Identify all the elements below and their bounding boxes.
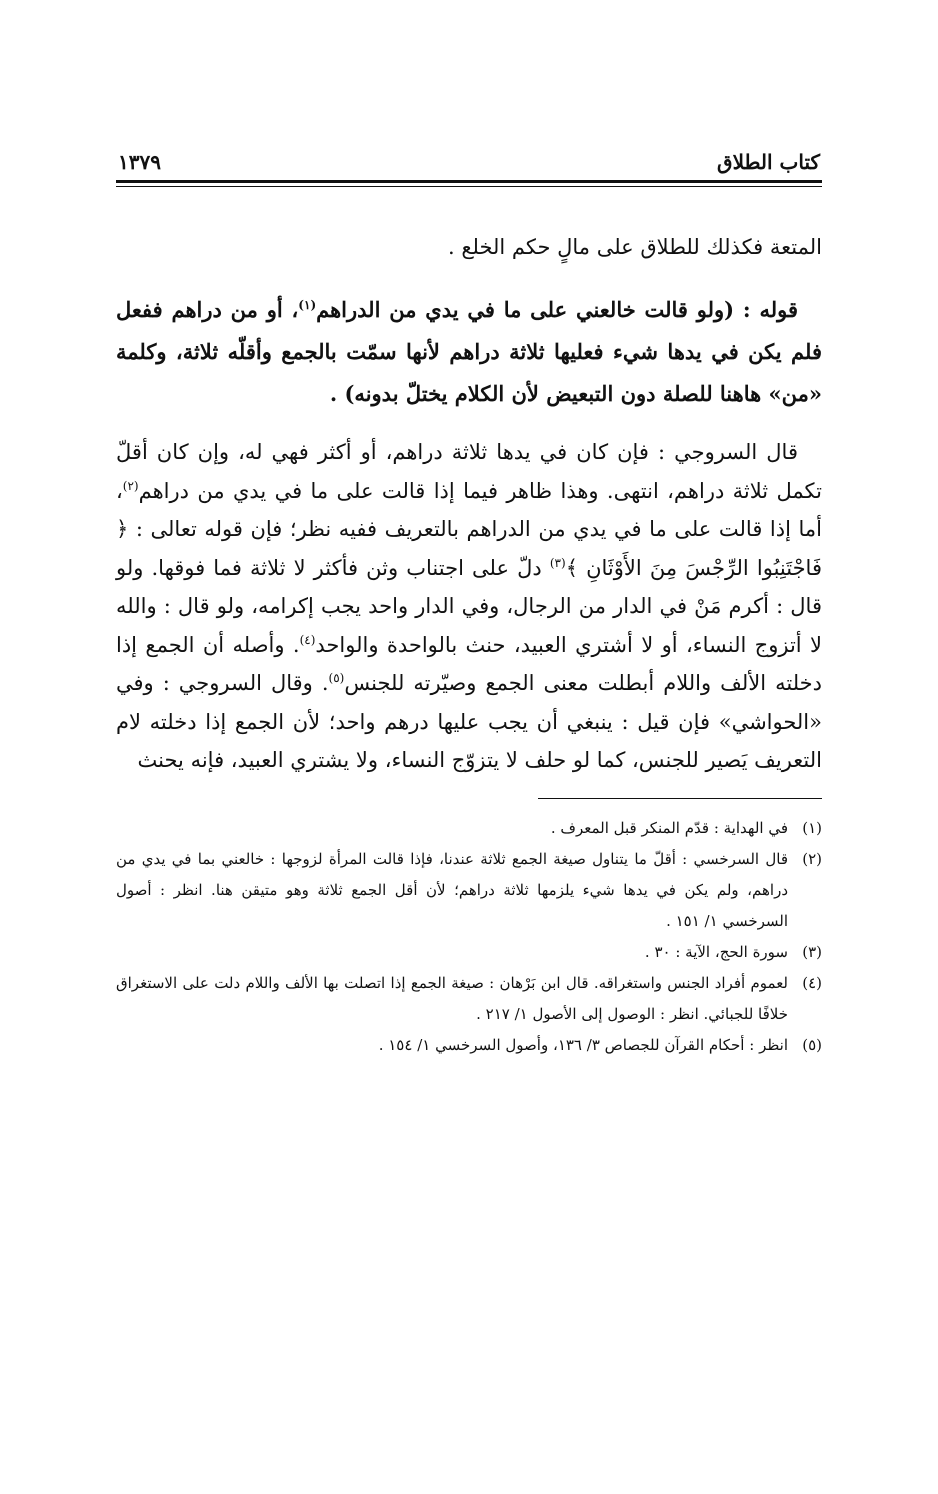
footnote-item	[116, 813, 822, 844]
paragraph-commentary	[116, 433, 822, 780]
header-rule-thick	[116, 180, 822, 183]
footnote-item	[116, 844, 822, 937]
quote-part-b: ، أو من دراهم ففعل فلم يكن في يدها شيء فعليها ثلاثة دراهم لأنها سمّت بالجمع وأقلّه ثلاثة، وكلمة «من» هاهنا للصلة دون التبعيض لأن الكلام يختلّ بدونه) .	[116, 297, 822, 406]
footnote-text: لعموم أفراد الجنس واستغراقه. قال ابن بَرْهان : صيغة الجمع إذا اتصلت بها الألف واللام دلت على الاستغراق خلافًا للجبائي. انظر : الوصول إلى الأصول ١/ ٢١٧ .	[116, 973, 788, 1023]
footnotes	[116, 813, 822, 1061]
book-page	[116, 140, 822, 1061]
footnote-separator	[538, 798, 822, 799]
book-title: كتاب الطلاق	[717, 150, 820, 174]
paragraph-continuation: المتعة فكذلك للطلاق على مالٍ حكم الخلع .	[447, 235, 822, 259]
footnote-number: (١)	[802, 818, 822, 837]
footnote-ref-4[interactable]: (٤)	[299, 632, 316, 647]
footnote-number: (٤)	[802, 973, 822, 992]
main-text	[116, 227, 822, 780]
commentary-part-b: ، أما إذا قالت على ما في يدي من الدراهم بالتعريف ففيه نظر؛ فإن قوله تعالى : ﴿ فَاجْتَنِبُوا الرِّجْسَ مِنَ الأَوْثَانِ ﴾	[116, 478, 822, 580]
paragraph-quoted-text	[116, 289, 822, 415]
footnote-item	[116, 1030, 822, 1061]
footnote-ref-2[interactable]: (٢)	[122, 478, 139, 493]
commentary-part-e: . وقال السروجي : وفي «الحواشي» فإن قيل : ينبغي أن يجب عليها درهم واحد؛ لأن الجمع إذا دخلته لام التعريف يَصير للجنس، كما لو حلف لا يتزوّج النساء، ولا يشتري العبيد، فإنه يحنث	[116, 671, 822, 772]
footnote-number: (٣)	[802, 942, 822, 961]
footnote-item	[116, 968, 822, 1030]
page-number: ١٣٧٩	[118, 150, 161, 174]
commentary-part-d: . وأصله أن الجمع إذا دخلته الألف واللام أبطلت معنى الجمع وصيّرته للجنس	[116, 632, 822, 695]
footnote-number: (٥)	[802, 1035, 822, 1054]
header-rule-thin	[116, 186, 822, 187]
footnote-text: في الهداية : قدّم المنكر قبل المعرف .	[550, 818, 788, 837]
running-header	[116, 140, 822, 174]
footnote-text: قال السرخسي : أقلّ ما يتناول صيغة الجمع ثلاثة عندنا، فإذا قالت المرأة لزوجها : خالعني بما في يدي من دراهم، ولم يكن في يدها شيء يلزمها ثلاثة دراهم؛ لأن أقل الجمع ثلاثة وهو متيقن هنا. انظر : أصول السرخسي ١/ ١٥١ .	[116, 849, 788, 930]
footnote-text: سورة الحج، الآية : ٣٠ .	[644, 942, 788, 961]
quote-part-a: قوله : (ولو قالت خالعني على ما في يدي من الدراهم	[316, 297, 799, 322]
commentary-part-c: دلّ على اجتناب وثن فأكثر لا ثلاثة فما فوقها. ولو قال : أكرم مَنْ في الدار من الرجال، وفي الدار واحد يجب إكرامه، ولو قال : والله لا أتزوج النساء، أو لا أشتري العبيد، حنث بالواحدة والواحد	[116, 555, 822, 657]
footnote-text: انظر : أحكام القرآن للجصاص ٣/ ١٣٦، وأصول السرخسي ١/ ١٥٤ .	[378, 1035, 788, 1054]
footnote-ref-1[interactable]: (١)	[298, 298, 317, 312]
footnote-ref-3[interactable]: (٣)	[549, 555, 566, 570]
footnote-item	[116, 937, 822, 968]
footnote-number: (٢)	[802, 849, 822, 868]
commentary-part-a: قال السروجي : فإن كان في يدها ثلاثة دراهم، أو أكثر فهي له، وإن كان أقلّ تكمل ثلاثة دراهم، انتهى. وهذا ظاهر فيما إذا قالت على ما في يدي من دراهم	[116, 440, 822, 503]
footnote-ref-5[interactable]: (٥)	[328, 671, 345, 685]
